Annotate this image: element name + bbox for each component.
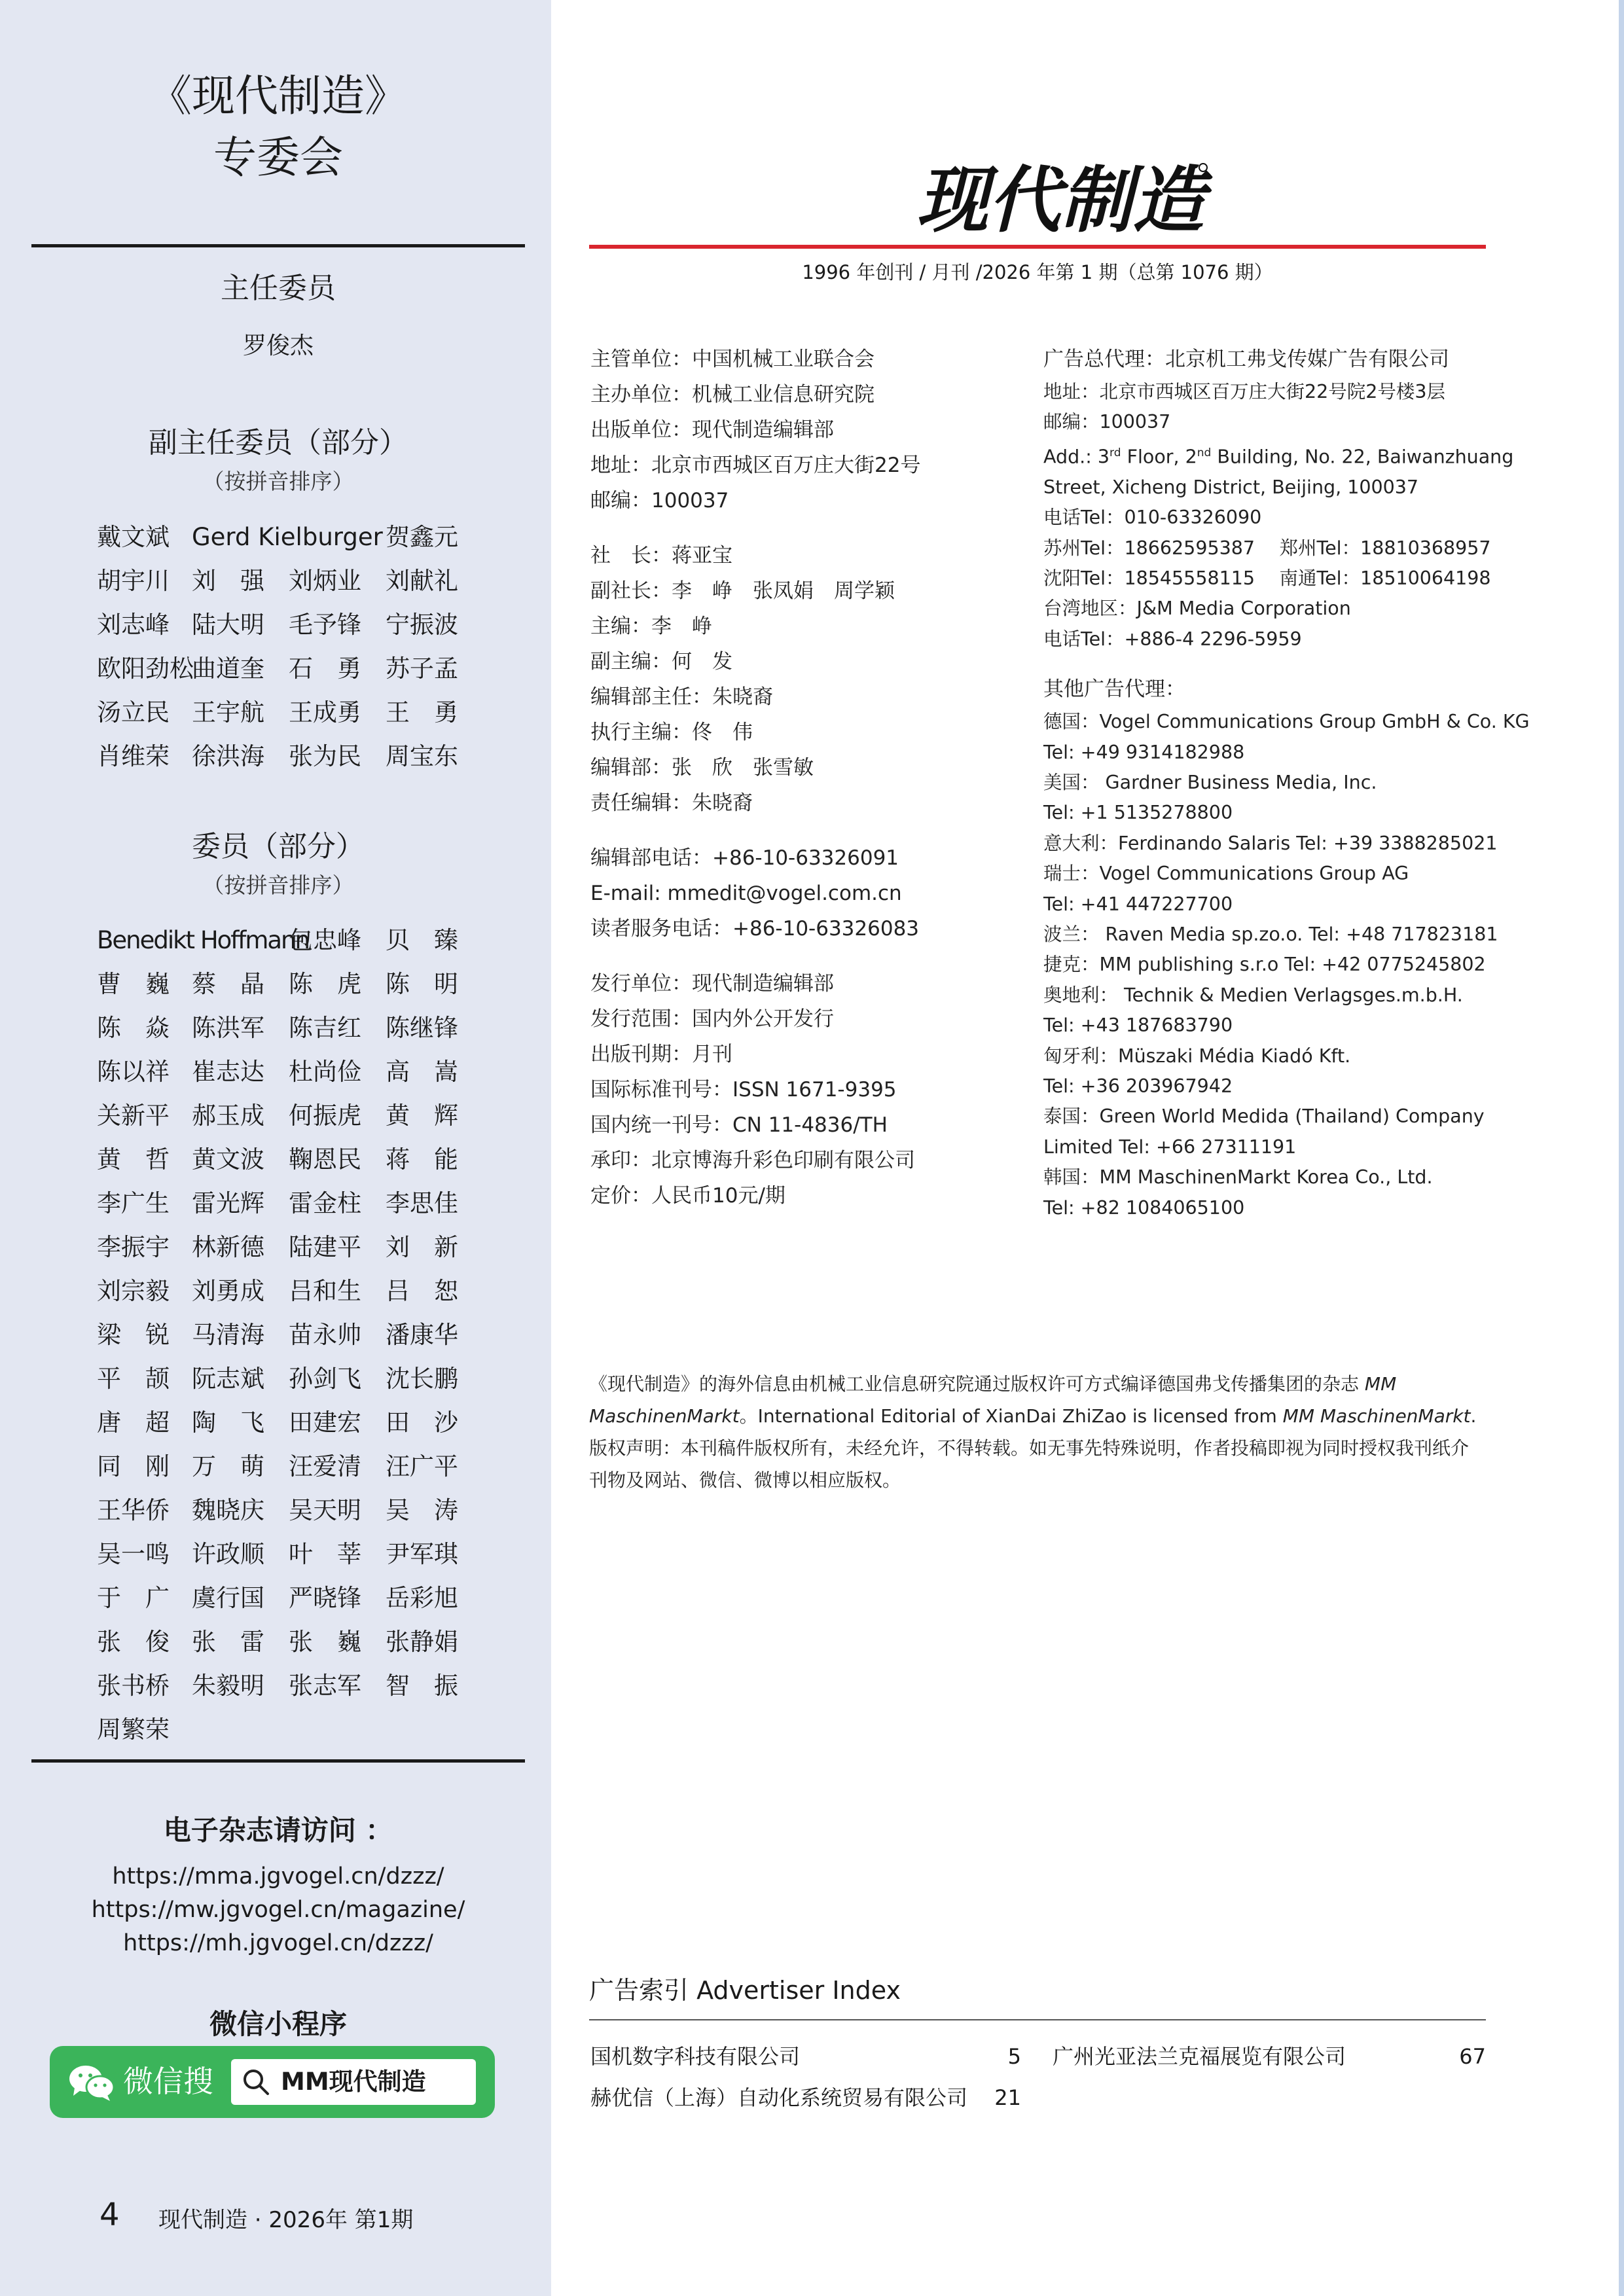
member-name: 于 广 bbox=[97, 1584, 170, 1612]
member-name: 汪广平 bbox=[386, 1452, 458, 1480]
member-name: Benedikt Hoffmann bbox=[97, 926, 309, 954]
info-line: 地址：北京市西城区百万庄大街22号 bbox=[590, 454, 921, 477]
info-line: 主管单位：中国机械工业联合会 bbox=[590, 348, 875, 371]
publish-line: 出版刊期：月刊 bbox=[590, 1043, 732, 1066]
vice-name: 徐洪海 bbox=[192, 742, 264, 770]
agent-line: Tel: +36 203967942 bbox=[1043, 1075, 1233, 1098]
contact-line: 编辑部电话：+86-10-63326091 bbox=[590, 846, 899, 870]
vice-name: 刘炳业 bbox=[289, 567, 361, 595]
staff-line: 主编：李 峥 bbox=[590, 615, 712, 638]
member-name: 叶 莘 bbox=[289, 1540, 361, 1568]
vice-name: 王 勇 bbox=[386, 698, 458, 726]
member-name: 汪爱清 bbox=[289, 1452, 361, 1480]
member-name: 严晓锋 bbox=[289, 1584, 361, 1612]
staff-line: 责任编辑：朱晓裔 bbox=[590, 791, 753, 815]
agent-address-en: Street, Xicheng District, Beijing, 100037 bbox=[1043, 476, 1419, 498]
member-name: 许政顺 bbox=[192, 1540, 264, 1568]
staff-line: 执行主编：佟 伟 bbox=[590, 721, 753, 744]
member-name: 包忠峰 bbox=[289, 926, 361, 954]
member-name: 平 颉 bbox=[97, 1365, 170, 1393]
committee-sidebar bbox=[0, 0, 551, 2296]
vice-name: 苏子孟 bbox=[386, 655, 458, 683]
member-heading: 委员（部分） bbox=[192, 830, 365, 863]
member-name: 陈继锋 bbox=[386, 1014, 458, 1042]
vice-name: 宁振波 bbox=[386, 611, 458, 639]
member-list bbox=[97, 922, 463, 1755]
agent-heading: 广告总代理：北京机工弗戈传媒广告有限公司 bbox=[1043, 348, 1449, 371]
committee-title-line2: 专委会 bbox=[213, 132, 343, 183]
page-edge bbox=[1619, 0, 1624, 2296]
info-line: 出版单位：现代制造编辑部 bbox=[590, 418, 834, 442]
member-name: 雷金柱 bbox=[289, 1189, 361, 1217]
vice-name: 曲道奎 bbox=[192, 655, 264, 683]
masthead-text: 现代制造 bbox=[916, 158, 1204, 240]
member-name: 何振虎 bbox=[289, 1102, 361, 1130]
agent-line: 奥地利： Technik & Medien Verlagsges.m.b.H. bbox=[1043, 984, 1463, 1006]
member-name: 王华侨 bbox=[97, 1496, 170, 1524]
advertising-agent-column bbox=[1043, 342, 1530, 1223]
member-sort-note: （按拼音排序） bbox=[202, 872, 354, 898]
member-name: 李思佳 bbox=[386, 1189, 458, 1217]
vice-name: 陆大明 bbox=[192, 611, 264, 639]
ezine-url[interactable]: https://mh.jgvogel.cn/dzzz/ bbox=[123, 1930, 433, 1956]
agent-line: 美国： Gardner Business Media, Inc. bbox=[1043, 771, 1377, 793]
staff-line: 副主编：何 发 bbox=[590, 650, 732, 673]
agent-line: Tel: +82 1084065100 bbox=[1043, 1196, 1245, 1219]
agent-line: Tel: +1 5135278800 bbox=[1043, 802, 1233, 824]
info-line: 邮编：100037 bbox=[590, 489, 729, 512]
director-heading: 主任委员 bbox=[221, 272, 336, 305]
member-name: 曹 巍 bbox=[97, 970, 170, 998]
member-name: 张静娟 bbox=[386, 1628, 458, 1656]
member-name: 高 嵩 bbox=[386, 1058, 458, 1086]
member-name: 唐 超 bbox=[97, 1408, 170, 1437]
publish-line: 国际标准刊号：ISSN 1671-9395 bbox=[590, 1078, 897, 1102]
member-name: 周繁荣 bbox=[97, 1715, 170, 1744]
vice-name: 肖维荣 bbox=[97, 742, 170, 770]
publisher-info-column bbox=[590, 342, 920, 1213]
member-name: 田 沙 bbox=[386, 1408, 458, 1437]
info-line: 主办单位：机械工业信息研究院 bbox=[590, 383, 875, 406]
email-link[interactable]: E-mail: mmedit@vogel.com.cn bbox=[590, 882, 902, 905]
member-name: 岳彩旭 bbox=[386, 1584, 458, 1612]
page-number: 4 bbox=[99, 2197, 120, 2233]
advertiser-index-title: 广告索引 Advertiser Index bbox=[589, 1976, 901, 2005]
agent-line: 瑞士：Vogel Communications Group AG bbox=[1043, 863, 1409, 885]
vice-director-list bbox=[97, 518, 463, 781]
miniprogram-heading: 微信小程序 bbox=[209, 2008, 347, 2040]
search-icon bbox=[242, 2068, 270, 2096]
member-name: 潘康华 bbox=[386, 1321, 458, 1349]
director-name: 罗俊杰 bbox=[242, 332, 314, 359]
license-note bbox=[589, 1368, 1486, 1496]
publish-line: 承印：北京博海升彩色印刷有限公司 bbox=[590, 1149, 915, 1172]
vice-director-heading: 副主任委员（部分） bbox=[149, 426, 408, 459]
member-name: 刘宗毅 bbox=[97, 1277, 170, 1305]
member-name: 陈以祥 bbox=[97, 1058, 170, 1086]
member-name: 张 俊 bbox=[97, 1628, 170, 1656]
member-name: 林新德 bbox=[192, 1233, 264, 1261]
member-name: 陶 飞 bbox=[192, 1408, 264, 1437]
divider bbox=[31, 244, 525, 247]
publish-line: 发行单位：现代制造编辑部 bbox=[590, 972, 834, 996]
phone-line: 苏州Tel：18662595387 郑州Tel：18810368957 bbox=[1043, 537, 1491, 559]
member-name: 雷光辉 bbox=[192, 1189, 264, 1217]
member-name: 虞行国 bbox=[192, 1584, 264, 1612]
member-name: 尹军琪 bbox=[386, 1540, 458, 1568]
agent-line: 波兰： Raven Media sp.zo.o. Tel: +48 717823181 bbox=[1043, 924, 1498, 945]
agent-line: 意大利：Ferdinando Salaris Tel: +39 3388285021 bbox=[1043, 832, 1498, 854]
member-name: 魏晓庆 bbox=[192, 1496, 264, 1524]
member-name: 崔志达 bbox=[192, 1058, 264, 1086]
publish-line: 发行范围：国内外公开发行 bbox=[590, 1007, 834, 1031]
member-name: 梁 锐 bbox=[97, 1321, 170, 1349]
agent-line: 韩国：MM MaschinenMarkt Korea Co., Ltd. bbox=[1043, 1166, 1433, 1189]
publish-line: 国内统一刊号：CN 11-4836/TH bbox=[590, 1113, 888, 1137]
member-name: 吴一鸣 bbox=[97, 1540, 170, 1568]
agent-line: 匈牙利：Müszaki Média Kiadó Kft. bbox=[1043, 1045, 1351, 1067]
agent-line: Tel: +41 447227700 bbox=[1043, 893, 1233, 915]
vice-name: 戴文斌 bbox=[97, 523, 170, 551]
member-name: 孙剑飞 bbox=[289, 1365, 361, 1393]
wechat-search-label: 微信搜 bbox=[123, 2064, 213, 2099]
member-name: 杜尚俭 bbox=[289, 1058, 361, 1086]
staff-line: 编辑部主任：朱晓裔 bbox=[590, 685, 773, 709]
member-name: 朱毅明 bbox=[192, 1672, 264, 1700]
vice-name: 汤立民 bbox=[97, 698, 170, 726]
phone-line: 沈阳Tel：18545558115 南通Tel：18510064198 bbox=[1043, 567, 1491, 589]
staff-line: 编辑部：张 欣 张雪敏 bbox=[590, 756, 814, 780]
vice-name: 胡宇川 bbox=[97, 567, 170, 595]
advertiser-index-rule bbox=[589, 2019, 1486, 2020]
staff-line: 副社长：李 峥 张凤娟 周学颖 bbox=[590, 579, 895, 603]
vice-name: 刘献礼 bbox=[386, 567, 458, 595]
contact-line: 读者服务电话：+86-10-63326083 bbox=[590, 917, 920, 941]
ezine-url-list bbox=[31, 1860, 525, 1960]
phone-line: 电话Tel：010-63326090 bbox=[1043, 507, 1262, 529]
member-name: 陈 焱 bbox=[97, 1014, 170, 1042]
member-name: 鞠恩民 bbox=[289, 1145, 361, 1174]
member-name: 张 巍 bbox=[289, 1628, 361, 1656]
vice-name: 毛予锋 bbox=[289, 611, 361, 639]
advertiser-page: 21 bbox=[994, 2085, 1021, 2110]
publish-line: 定价：人民币10元/期 bbox=[590, 1184, 785, 1208]
ezine-url[interactable]: https://mma.jgvogel.cn/dzzz/ bbox=[112, 1863, 444, 1890]
agent-line: Limited Tel: +66 27311191 bbox=[1043, 1136, 1297, 1158]
vice-name: 贺鑫元 bbox=[386, 523, 458, 551]
ezine-url[interactable]: https://mw.jgvogel.cn/magazine/ bbox=[91, 1897, 465, 1923]
member-name: 刘勇成 bbox=[192, 1277, 264, 1305]
member-name: 同 刚 bbox=[97, 1452, 170, 1480]
member-name: 黄 辉 bbox=[386, 1102, 458, 1130]
member-name: 李广生 bbox=[97, 1189, 170, 1217]
agent-line: Tel: +49 9314182988 bbox=[1043, 741, 1245, 763]
ezine-heading: 电子杂志请访问 ： bbox=[163, 1814, 393, 1846]
member-name: 陈洪军 bbox=[192, 1014, 264, 1042]
agent-line: 泰国：Green World Medida (Thailand) Company bbox=[1043, 1105, 1485, 1128]
vice-name: 石 勇 bbox=[289, 655, 361, 683]
agent-line: 德国：Vogel Communications Group GmbH & Co. KG bbox=[1043, 711, 1530, 733]
member-name: 苗永帅 bbox=[289, 1321, 361, 1349]
member-name: 万 萌 bbox=[192, 1452, 264, 1480]
vice-name: 周宝东 bbox=[386, 742, 458, 770]
member-name: 阮志斌 bbox=[192, 1365, 264, 1393]
member-name: 刘 新 bbox=[386, 1233, 458, 1261]
vice-name: 刘志峰 bbox=[97, 611, 170, 639]
vice-name: 张为民 bbox=[289, 742, 361, 770]
agent-line: 地址：北京市西城区百万庄大街22号院2号楼3层 bbox=[1043, 381, 1446, 403]
vice-name: Gerd Kielburger bbox=[192, 523, 383, 551]
agent-address-en: Add.: 3rd Floor, 2nd Building, No. 22, Baiwanzhuang bbox=[1043, 446, 1514, 468]
member-name: 蔡 晶 bbox=[192, 970, 264, 998]
member-name: 张书桥 bbox=[97, 1672, 170, 1700]
member-name: 田建宏 bbox=[289, 1408, 361, 1437]
vice-sort-note: （按拼音排序） bbox=[202, 469, 354, 494]
member-name: 沈长鹏 bbox=[386, 1365, 458, 1393]
member-name: 黄 哲 bbox=[97, 1145, 170, 1174]
committee-title bbox=[31, 65, 525, 188]
committee-title-line1: 《现代制造》 bbox=[149, 71, 408, 121]
masthead-logo bbox=[910, 154, 1218, 240]
divider bbox=[31, 1759, 525, 1763]
member-name: 关新平 bbox=[97, 1102, 170, 1130]
copyright-paragraph: 版权声明：本刊稿件版权所有，未经允许，不得转载。如无事先特殊说明，作者投稿即视为同时授权我刊纸介刊物及网站、微信、微博以相应版权。 bbox=[589, 1437, 1470, 1491]
member-name: 蒋 能 bbox=[386, 1145, 458, 1174]
member-name: 张志军 bbox=[289, 1672, 361, 1700]
advertiser-name: 国机数字科技有限公司 bbox=[590, 2044, 801, 2069]
advertiser-page: 5 bbox=[1007, 2044, 1021, 2069]
agent-line: 邮编：100037 bbox=[1043, 411, 1171, 433]
member-name: 郝玉成 bbox=[192, 1102, 264, 1130]
advertiser-name: 赫优信（上海）自动化系统贸易有限公司 bbox=[590, 2085, 968, 2110]
member-name: 李振宇 bbox=[97, 1233, 170, 1261]
license-paragraph: 《现代制造》的海外信息由机械工业信息研究院通过版权许可方式编译德国弗戈传播集团的杂志 MM MaschinenMarkt。International Editorial of XianDai ZhiZao is licensed from MM MaschinenMarkt. bbox=[589, 1373, 1477, 1427]
member-name: 智 振 bbox=[386, 1672, 458, 1700]
member-name: 吴天明 bbox=[289, 1496, 361, 1524]
phone-line: 台湾地区：J&M Media Corporation bbox=[1043, 598, 1351, 620]
wechat-search-text: MM现代制造 bbox=[281, 2068, 426, 2096]
vice-name: 欧阳劲松 bbox=[97, 655, 194, 683]
edition-line: 1996 年创刊 / 月刊 /2026 年第 1 期（总第 1076 期） bbox=[802, 261, 1273, 283]
staff-line: 社 长：蒋亚宝 bbox=[590, 544, 732, 567]
phone-line: 电话Tel：+886-4 2296-5959 bbox=[1043, 628, 1302, 650]
member-name: 吕和生 bbox=[289, 1277, 361, 1305]
member-name: 黄文波 bbox=[192, 1145, 264, 1174]
member-name: 陈 虎 bbox=[289, 970, 361, 998]
member-name: 张 雷 bbox=[192, 1628, 264, 1656]
member-name: 马清海 bbox=[192, 1321, 264, 1349]
member-name: 吕 恕 bbox=[386, 1277, 458, 1305]
wechat-search-bar[interactable] bbox=[50, 2046, 495, 2118]
masthead-calligraphy bbox=[910, 154, 1218, 240]
member-name: 陈吉红 bbox=[289, 1014, 361, 1042]
vice-name: 刘 强 bbox=[192, 567, 264, 595]
advertiser-page: 67 bbox=[1459, 2044, 1486, 2069]
wechat-logo-icon bbox=[68, 2064, 115, 2101]
other-agents-heading: 其他广告代理： bbox=[1043, 677, 1185, 702]
agent-line: 捷克：MM publishing s.r.o Tel: +42 0775245802 bbox=[1043, 954, 1486, 976]
member-name: 陈 明 bbox=[386, 970, 458, 998]
member-name: 吴 涛 bbox=[386, 1496, 458, 1524]
wechat-search-input[interactable] bbox=[231, 2059, 476, 2105]
masthead-rule bbox=[589, 245, 1486, 249]
vice-name: 王成勇 bbox=[289, 698, 361, 726]
issue-footer: 现代制造 · 2026年 第1期 bbox=[158, 2207, 414, 2233]
advertiser-name: 广州光亚法兰克福展览有限公司 bbox=[1053, 2044, 1346, 2069]
vice-name: 王宇航 bbox=[192, 698, 264, 726]
member-name: 陆建平 bbox=[289, 1233, 361, 1261]
member-name: 贝 臻 bbox=[386, 926, 458, 954]
agent-line: Tel: +43 187683790 bbox=[1043, 1014, 1233, 1037]
